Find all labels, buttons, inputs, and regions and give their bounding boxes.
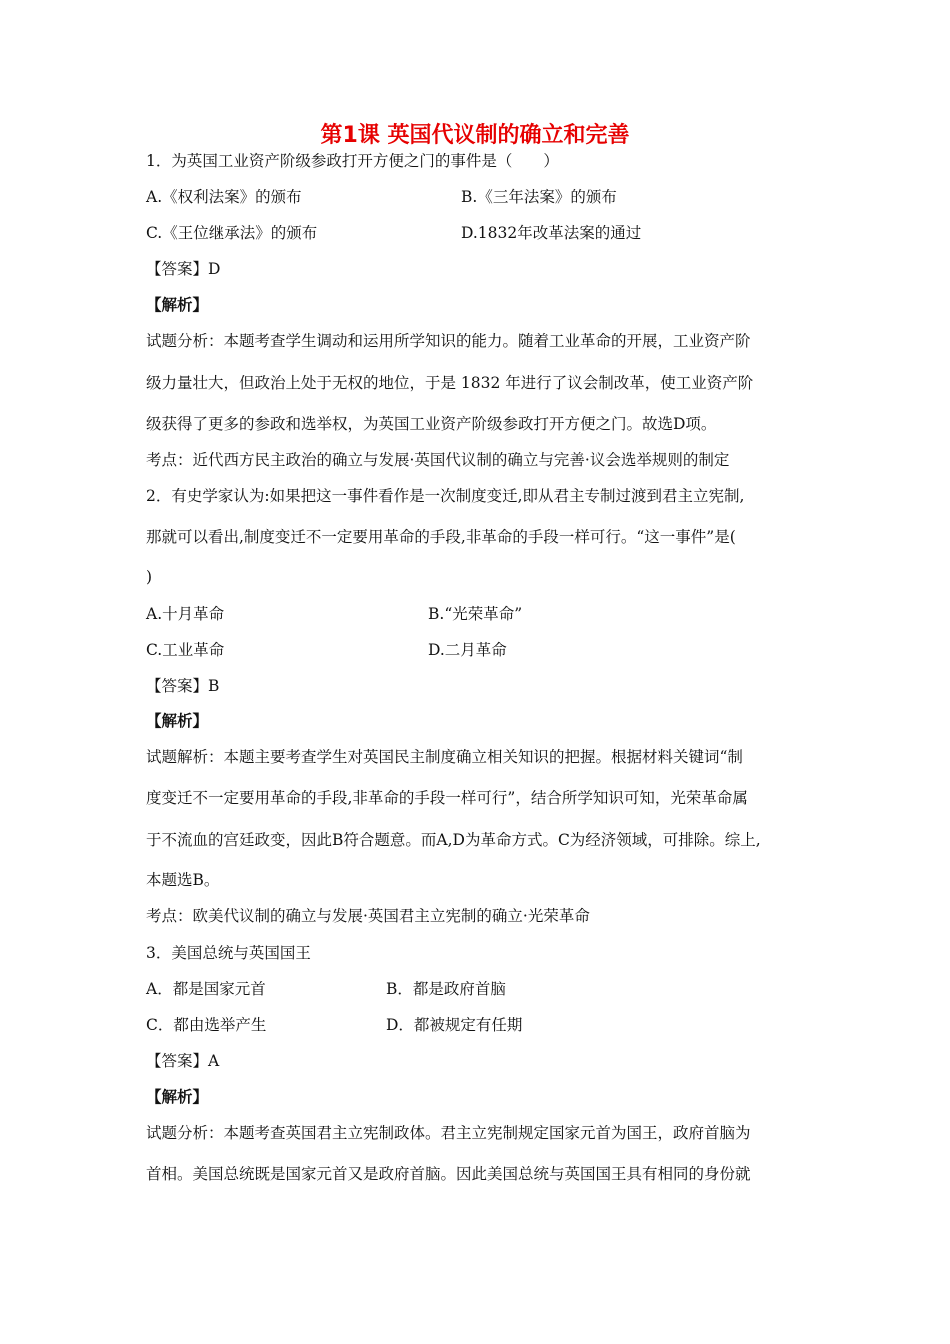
question-1-analysis-line: 试题分析：本题考查学生调动和运用所学知识的能力。随着工业革命的开展，工业资产阶 — [146, 332, 751, 350]
question-1-option-a: A.《权利法案》的颁布 — [146, 188, 302, 206]
question-2-analysis-line: 试题解析：本题主要考查学生对英国民主制度确立相关知识的把握。根据材料关键词“制 — [146, 748, 743, 766]
question-2-option-d: D.二月革命 — [428, 641, 507, 659]
question-1-point: 考点：近代西方民主政治的确立与发展·英国代议制的确立与完善·议会选举规则的制定 — [146, 451, 730, 469]
question-1-analysis-line: 级获得了更多的参政和选举权，为英国工业资产阶级参政打开方便之门。故选D项。 — [146, 415, 717, 433]
question-2-stem-line: 2．有史学家认为:如果把这一事件看作是一次制度变迁,即从君主专制过渡到君主立宪制, — [146, 487, 745, 505]
question-2-point: 考点：欧美代议制的确立与发展·英国君主立宪制的确立·光荣革命 — [146, 907, 590, 925]
question-3-stem: 3．美国总统与英国国王 — [146, 944, 311, 962]
question-2-option-c: C.工业革命 — [146, 641, 225, 659]
question-3-answer: 【答案】A — [146, 1052, 220, 1070]
question-1-option-d: D.1832年改革法案的通过 — [461, 224, 642, 242]
question-1-option-b: B.《三年法案》的颁布 — [461, 188, 617, 206]
question-3-option-c: C．都由选举产生 — [146, 1016, 267, 1034]
question-3-analysis-line: 试题分析：本题考查英国君主立宪制政体。君主立宪制规定国家元首为国王，政府首脑为 — [146, 1124, 751, 1142]
question-3-option-a: A．都是国家元首 — [146, 980, 266, 998]
question-2-analysis-line: 度变迁不一定要用革命的手段,非革命的手段一样可行”，结合所学知识可知，光荣革命属 — [146, 789, 748, 807]
question-1-answer: 【答案】D — [146, 260, 221, 278]
question-1-analysis-line: 级力量壮大，但政治上处于无权的地位，于是 1832 年进行了议会制改革，使工业资产阶 — [146, 374, 754, 392]
question-3-option-d: D．都被规定有任期 — [386, 1016, 523, 1034]
question-2-stem-line: 那就可以看出,制度变迁不一定要用革命的手段,非革命的手段一样可行。“这一事件”是( — [146, 528, 736, 546]
question-3-analysis-label: 【解析】 — [146, 1087, 209, 1106]
question-3-analysis-line: 首相。美国总统既是国家元首又是政府首脑。因此美国总统与英国国王具有相同的身份就 — [146, 1165, 751, 1183]
question-2-analysis-label: 【解析】 — [146, 711, 209, 730]
question-2-option-a: A.十月革命 — [146, 605, 225, 623]
question-1-analysis-label: 【解析】 — [146, 295, 209, 314]
question-2-answer: 【答案】B — [146, 677, 220, 695]
question-2-option-b: B.“光荣革命” — [428, 605, 523, 623]
question-1-option-c: C.《王位继承法》的颁布 — [146, 224, 318, 242]
document-title: 第1课 英国代议制的确立和完善 — [320, 123, 630, 148]
question-2-analysis-line: 本题选B。 — [146, 871, 220, 889]
question-3-option-b: B．都是政府首脑 — [386, 980, 506, 998]
question-2-stem-line: ) — [146, 568, 153, 586]
question-1-stem: 1．为英国工业资产阶级参政打开方便之门的事件是（ ） — [146, 152, 559, 170]
question-2-analysis-line: 于不流血的宫廷政变，因此B符合题意。而A,D为革命方式。C为经济领域，可排除。综上, — [146, 831, 761, 849]
